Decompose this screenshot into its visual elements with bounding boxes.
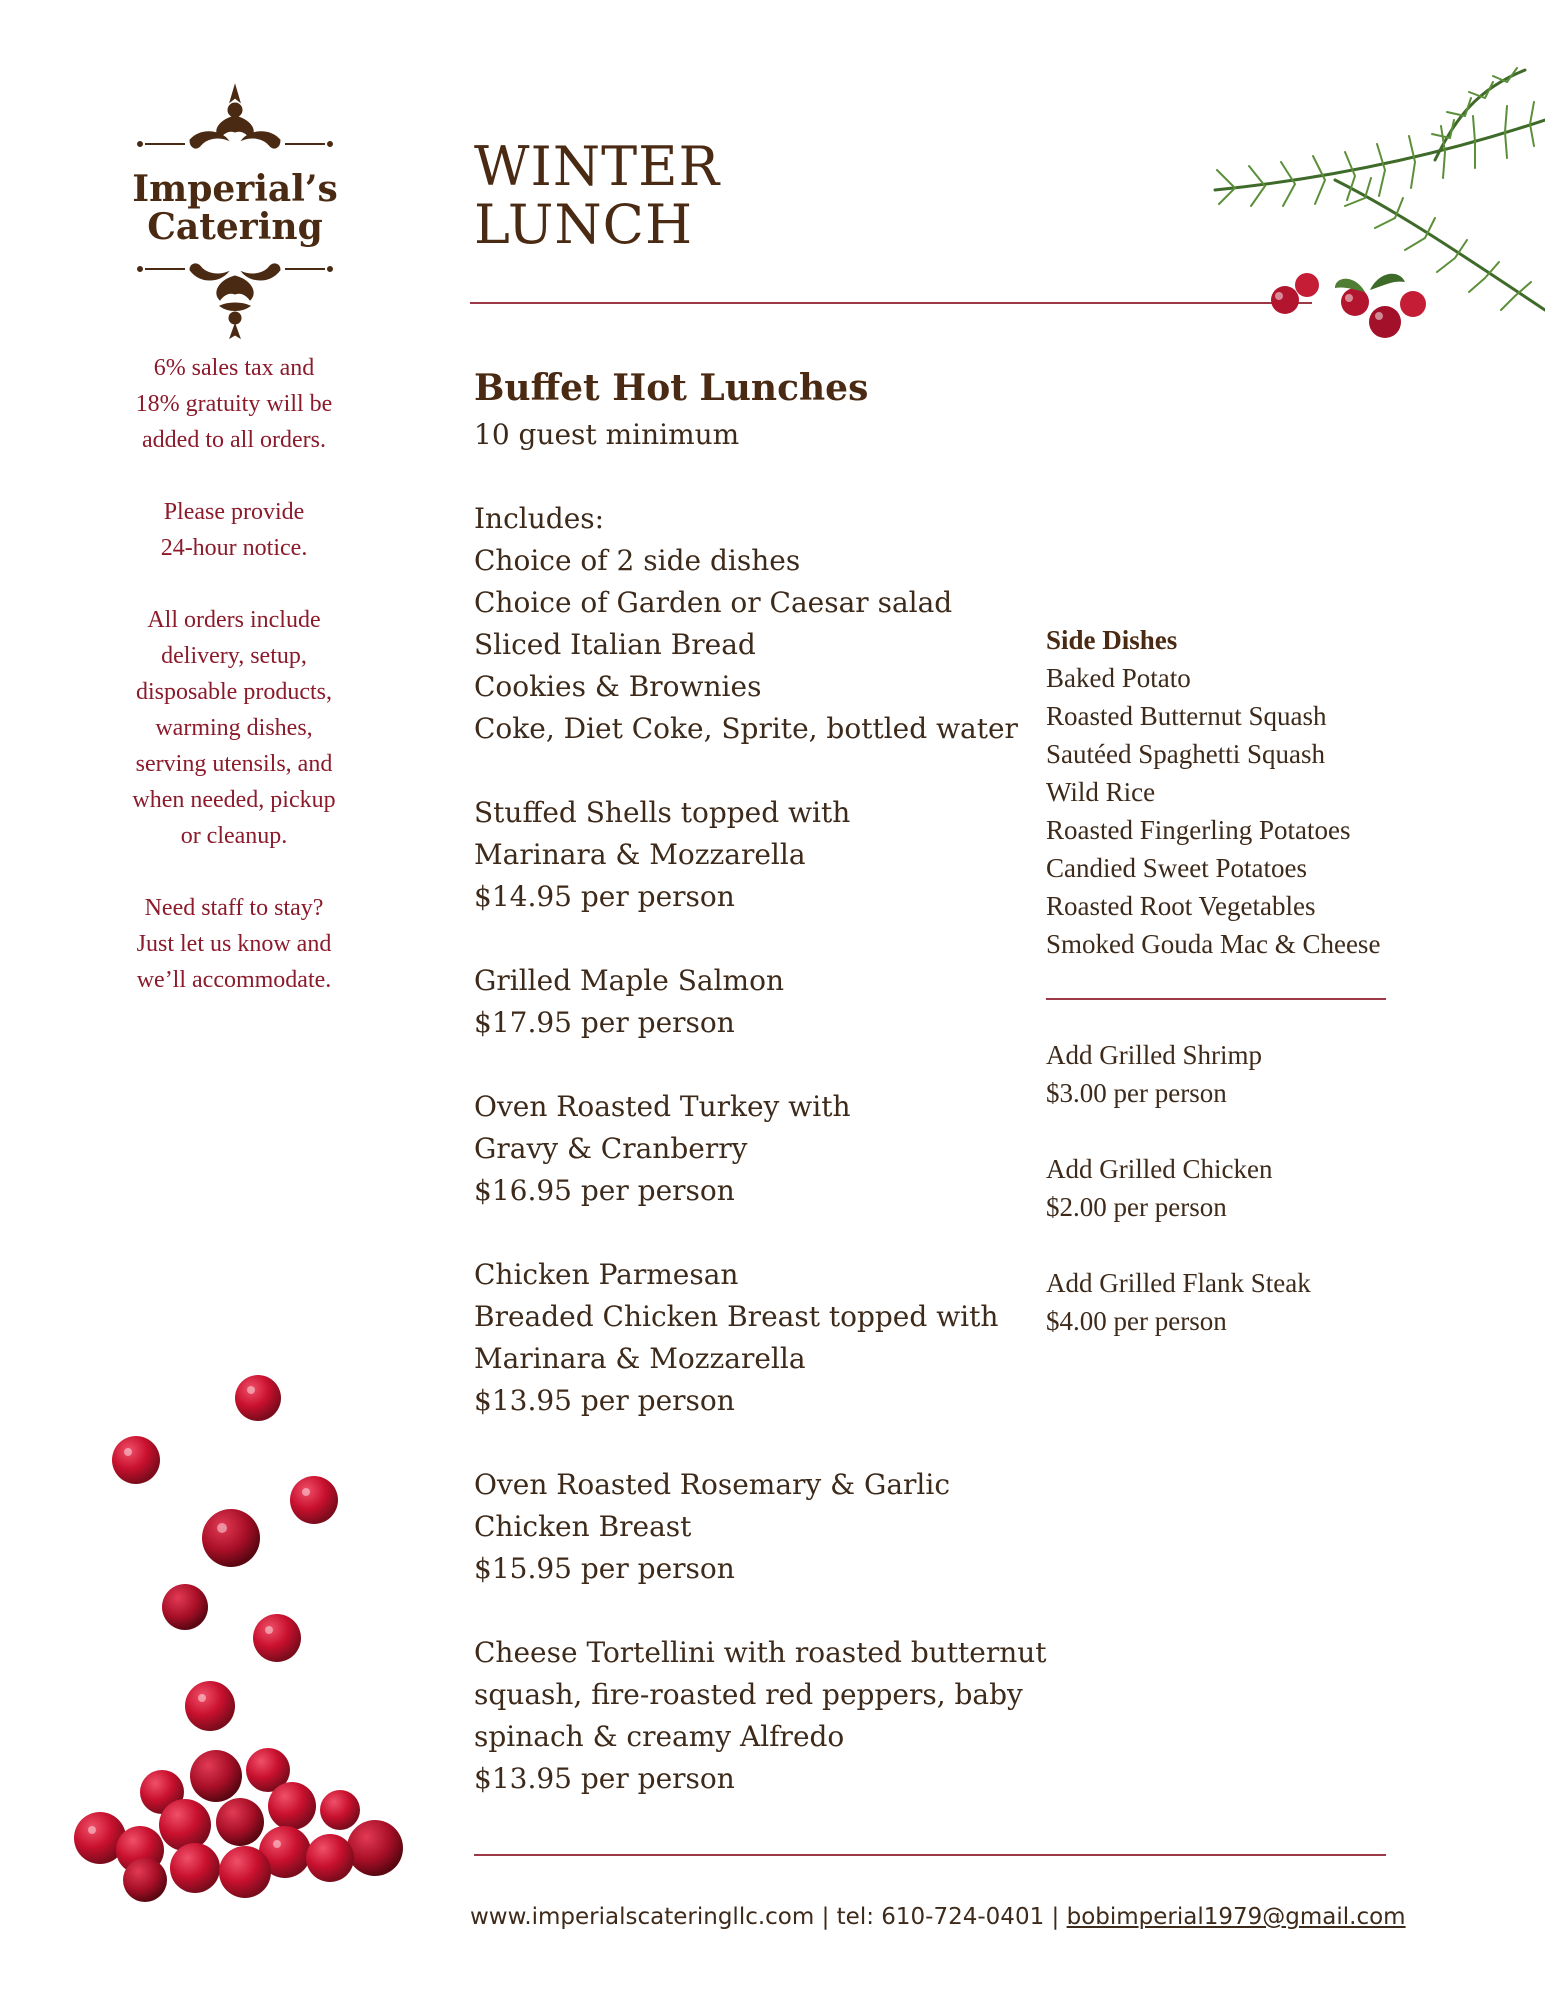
dish-price: $15.95 per person — [474, 1552, 735, 1585]
dish-name: Cheese Tortellini with roasted butternut — [474, 1636, 1047, 1669]
page-title — [474, 135, 721, 256]
addon-label: Add Grilled Flank Steak — [1046, 1268, 1311, 1298]
dish-rosemary-chicken — [474, 1464, 1034, 1590]
note-staff — [105, 890, 363, 998]
title-divider — [470, 302, 1312, 304]
includes-item: Cookies & Brownies — [474, 670, 762, 703]
footer-separator: | — [814, 1904, 837, 1930]
dish-stuffed-shells — [474, 792, 1034, 918]
pine-branch-image — [1195, 60, 1545, 370]
side-dish-item: Roasted Fingerling Potatoes — [1046, 815, 1351, 845]
sidebar-notes — [105, 350, 363, 1034]
dish-name: Stuffed Shells topped with — [474, 796, 851, 829]
side-dishes-divider — [1046, 998, 1386, 1000]
dish-name: Oven Roasted Rosemary & Garlic — [474, 1468, 951, 1501]
addon-shrimp — [1046, 1036, 1426, 1112]
dish-name: Marinara & Mozzarella — [474, 1342, 806, 1375]
side-dishes-list — [1046, 621, 1426, 963]
note-line: Please provide — [163, 499, 305, 525]
note-line: All orders include — [147, 607, 321, 633]
includes-item: Choice of 2 side dishes — [474, 544, 801, 577]
note-includes — [105, 602, 363, 854]
brand-name-line1: Imperial’s — [132, 168, 338, 210]
email-link[interactable]: bobimperial1979@gmail.com — [1066, 1904, 1406, 1930]
note-line: 6% sales tax and — [153, 355, 315, 381]
dish-chicken-parmesan — [474, 1254, 1034, 1422]
note-line: 24-hour notice. — [160, 535, 308, 561]
side-dishes-title: Side Dishes — [1046, 625, 1178, 655]
dish-name: Grilled Maple Salmon — [474, 964, 784, 997]
section-title: Buffet Hot Lunches — [474, 367, 869, 409]
note-line: delivery, setup, — [161, 643, 307, 669]
dish-name: Gravy & Cranberry — [474, 1132, 748, 1165]
main-menu-column — [474, 362, 1047, 1800]
dish-name: Chicken Breast — [474, 1510, 692, 1543]
footer-separator: | — [1044, 1904, 1067, 1930]
side-dish-item: Baked Potato — [1046, 663, 1191, 693]
includes-item: Coke, Diet Coke, Sprite, bottled water — [474, 712, 1018, 745]
note-line: warming dishes, — [155, 715, 313, 741]
includes-list — [474, 498, 1034, 750]
note-line: Just let us know and — [136, 931, 332, 957]
dish-name: Chicken Parmesan — [474, 1258, 739, 1291]
dish-maple-salmon — [474, 960, 1034, 1044]
note-line: added to all orders. — [142, 427, 326, 453]
addons-list — [1046, 1036, 1426, 1378]
title-line1: WINTER — [474, 135, 721, 198]
dish-price: $16.95 per person — [474, 1174, 735, 1207]
side-dish-item: Sautéed Spaghetti Squash — [1046, 739, 1325, 769]
dish-price: $14.95 per person — [474, 880, 735, 913]
note-line: 18% gratuity will be — [135, 391, 333, 417]
website-link[interactable]: www.imperialscateringllc.com — [470, 1904, 815, 1930]
side-dish-item: Candied Sweet Potatoes — [1046, 853, 1307, 883]
note-line: Need staff to stay? — [144, 895, 324, 921]
phone-number[interactable]: tel: 610-724-0401 — [836, 1904, 1045, 1930]
brand-name-line2: Catering — [147, 206, 323, 248]
addon-chicken — [1046, 1150, 1426, 1226]
guest-minimum: 10 guest minimum — [474, 418, 740, 451]
dish-name: Breaded Chicken Breast topped with — [474, 1300, 999, 1333]
addon-price: $2.00 per person — [1046, 1192, 1227, 1222]
side-dish-item: Wild Rice — [1046, 777, 1156, 807]
side-dish-item: Smoked Gouda Mac & Cheese — [1046, 929, 1381, 959]
dish-name: squash, fire-roasted red peppers, baby — [474, 1678, 1023, 1711]
note-line: serving utensils, and — [135, 751, 333, 777]
note-line: we’ll accommodate. — [136, 967, 332, 993]
addon-label: Add Grilled Shrimp — [1046, 1040, 1262, 1070]
brand-logo — [120, 80, 350, 342]
addon-price: $3.00 per person — [1046, 1078, 1227, 1108]
dish-name: spinach & creamy Alfredo — [474, 1720, 845, 1753]
dish-price: $13.95 per person — [474, 1762, 735, 1795]
cranberries-image — [40, 1360, 440, 1920]
dish-cheese-tortellini — [474, 1632, 1047, 1800]
title-line2: LUNCH — [474, 193, 694, 256]
includes-item: Sliced Italian Bread — [474, 628, 756, 661]
includes-item: Choice of Garden or Caesar salad — [474, 586, 953, 619]
dish-name: Marinara & Mozzarella — [474, 838, 806, 871]
addon-label: Add Grilled Chicken — [1046, 1154, 1273, 1184]
side-dish-item: Roasted Butternut Squash — [1046, 701, 1327, 731]
dish-roasted-turkey — [474, 1086, 1034, 1212]
footer-contact — [470, 1904, 1406, 1930]
note-line: or cleanup. — [180, 823, 288, 849]
addon-price: $4.00 per person — [1046, 1306, 1227, 1336]
footer-divider — [474, 1854, 1386, 1856]
includes-label: Includes: — [474, 502, 605, 535]
note-line: when needed, pickup — [132, 787, 336, 813]
dish-price: $17.95 per person — [474, 1006, 735, 1039]
dish-name: Oven Roasted Turkey with — [474, 1090, 851, 1123]
dish-price: $13.95 per person — [474, 1384, 735, 1417]
addon-flank-steak — [1046, 1264, 1426, 1340]
note-notice — [105, 494, 363, 566]
note-tax — [105, 350, 363, 458]
side-dish-item: Roasted Root Vegetables — [1046, 891, 1316, 921]
note-line: disposable products, — [136, 679, 332, 705]
